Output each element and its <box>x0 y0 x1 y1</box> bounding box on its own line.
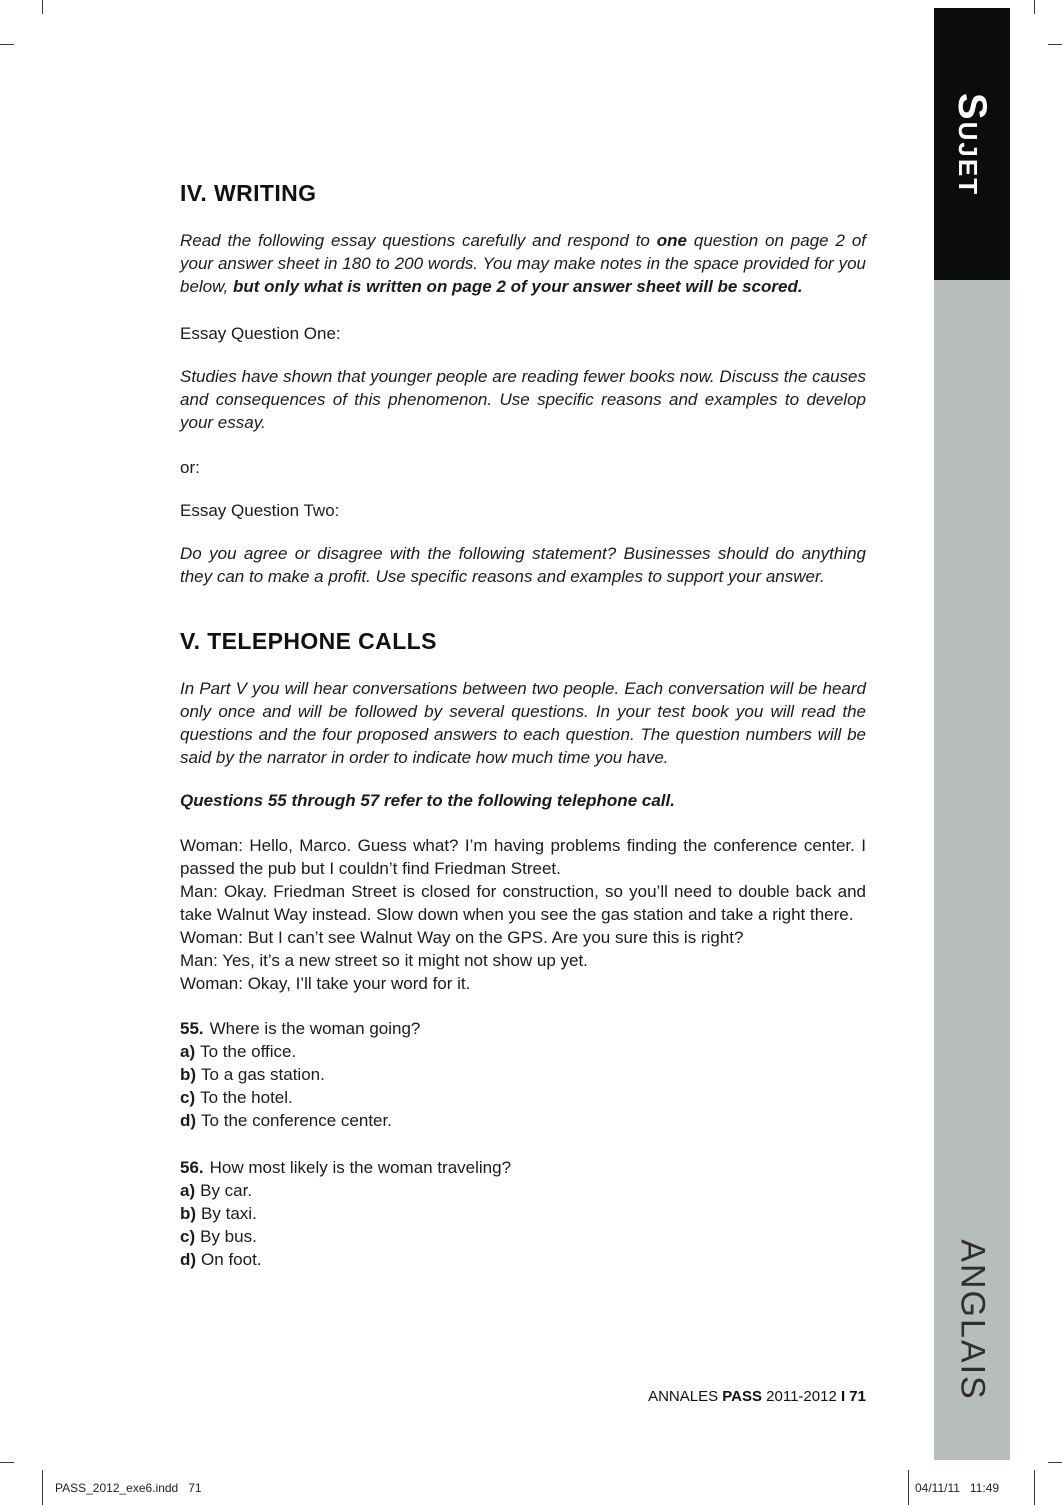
writing-instructions <box>180 229 866 298</box>
option-text: To the office. <box>200 1042 297 1061</box>
option-letter: c) <box>180 1088 196 1107</box>
crop-mark-bottom-right-horizontal <box>1048 1462 1062 1463</box>
footer-years: 2011-2012 <box>762 1388 841 1405</box>
footer-pass: PASS <box>722 1388 762 1405</box>
sujet-initial: S <box>950 92 995 122</box>
option-text: On foot. <box>201 1250 262 1269</box>
telephone-section-title: V. TELEPHONE CALLS <box>180 628 437 654</box>
crop-mark-bottom-right-vertical <box>1034 1470 1035 1505</box>
crop-mark-bottom-center-vertical <box>908 1470 909 1505</box>
writing-instructions-run-2-bold: one <box>656 231 687 250</box>
option-letter: d) <box>180 1250 197 1269</box>
option-letter: a) <box>180 1181 196 1200</box>
question-56-number: 56. <box>180 1158 204 1177</box>
crop-mark-bottom-left-vertical <box>42 1470 43 1505</box>
option-text: To the hotel. <box>200 1088 293 1107</box>
option-letter: b) <box>180 1204 197 1223</box>
option-text: By bus. <box>200 1227 257 1246</box>
question-56-block <box>180 1156 866 1271</box>
option-letter: a) <box>180 1042 196 1061</box>
option-letter: c) <box>180 1227 196 1246</box>
dialogue-line: Woman: Hello, Marco. Guess what? I’m having problems finding the conference center. I passed the pub but I couldn’t find Friedman Street. <box>180 836 866 878</box>
dialogue-line: Woman: But I can’t see Walnut Way on the GPS. Are you sure this is right? <box>180 928 744 947</box>
option-letter: d) <box>180 1111 197 1130</box>
sujet-tab <box>934 8 1010 280</box>
writing-instructions-run-3: question on page 2 of your answer sheet in 180 to 200 words. You may make notes in the space provided for you below, <box>180 231 867 296</box>
option-letter: b) <box>180 1065 197 1084</box>
crop-mark-top-left-horizontal <box>0 44 14 45</box>
essay-question-two-label: Essay Question Two: <box>180 501 340 520</box>
question-55-number: 55. <box>180 1019 204 1038</box>
answer-option <box>180 1202 866 1225</box>
answer-option <box>180 1109 866 1132</box>
answer-option <box>180 1179 866 1202</box>
essay-question-two-text: Do you agree or disagree with the following statement? Businesses should do anything they can to make a profit. Use specific reasons and examples to support your answer. <box>180 544 866 586</box>
crop-mark-bottom-left-horizontal <box>0 1462 14 1463</box>
print-timestamp: 04/11/11 11:49 <box>915 1481 1000 1495</box>
sujet-label <box>950 92 995 195</box>
footer-page-number: I 71 <box>840 1388 866 1405</box>
crop-mark-top-right-vertical <box>1034 0 1035 14</box>
option-text: To the conference center. <box>201 1111 392 1130</box>
anglais-label: ANGLAIS <box>953 1239 992 1401</box>
writing-section-title: IV. WRITING <box>180 180 317 206</box>
sujet-rest: UJET <box>953 121 984 196</box>
answer-option <box>180 1063 866 1086</box>
footer-annales: ANNALES <box>648 1388 723 1405</box>
option-text: To a gas station. <box>201 1065 325 1084</box>
dialogue-line: Woman: Okay, I’ll take your word for it. <box>180 974 471 993</box>
question-55-text <box>180 1017 866 1040</box>
telephone-instructions: In Part V you will hear conversations between two people. Each conversation will be heard only once and will be followed by several questions. In your test book you will read the questions and the four proposed answers to each question. The question numbers will be said by the narrator in order to indicate how much time you have. <box>180 679 866 767</box>
question-55-block <box>180 1017 866 1132</box>
answer-option <box>180 1225 866 1248</box>
writing-instructions-run-1: Read the following essay questions carefully and respond to <box>180 231 657 250</box>
answer-option <box>180 1040 866 1063</box>
dialogue-line: Man: Yes, it’s a new street so it might not show up yet. <box>180 951 588 970</box>
answer-option <box>180 1248 866 1271</box>
question-56-prompt: How most likely is the woman traveling? <box>209 1158 512 1177</box>
essay-question-one-text: Studies have shown that younger people are reading fewer books now. Discuss the causes and consequences of this phenomenon. Use specific reasons and examples to develop your essay. <box>180 367 866 432</box>
dialogue-block <box>180 834 866 995</box>
exam-content <box>180 180 866 1271</box>
question-55-prompt: Where is the woman going? <box>209 1019 421 1038</box>
questions-reference-line: Questions 55 through 57 refer to the following telephone call. <box>180 791 675 810</box>
print-file-info: PASS_2012_exe6.indd 71 <box>55 1481 202 1495</box>
crop-mark-top-right-horizontal <box>1048 44 1062 45</box>
answer-option <box>180 1086 866 1109</box>
essay-question-one-label: Essay Question One: <box>180 324 341 343</box>
question-56-text <box>180 1156 866 1179</box>
dialogue-line: Man: Okay. Friedman Street is closed for construction, so you’ll need to double back and take Walnut Way instead. Slow down when you see the gas station and take a right there. <box>180 882 866 924</box>
crop-mark-top-left-vertical <box>42 0 43 14</box>
sidebar-band <box>934 8 1010 1460</box>
option-text: By car. <box>200 1181 253 1200</box>
writing-instructions-run-4-bold: but only what is written on page 2 of your answer sheet will be scored. <box>232 277 803 296</box>
page-footer <box>648 1388 866 1406</box>
or-label: or: <box>180 458 200 477</box>
option-text: By taxi. <box>201 1204 257 1223</box>
